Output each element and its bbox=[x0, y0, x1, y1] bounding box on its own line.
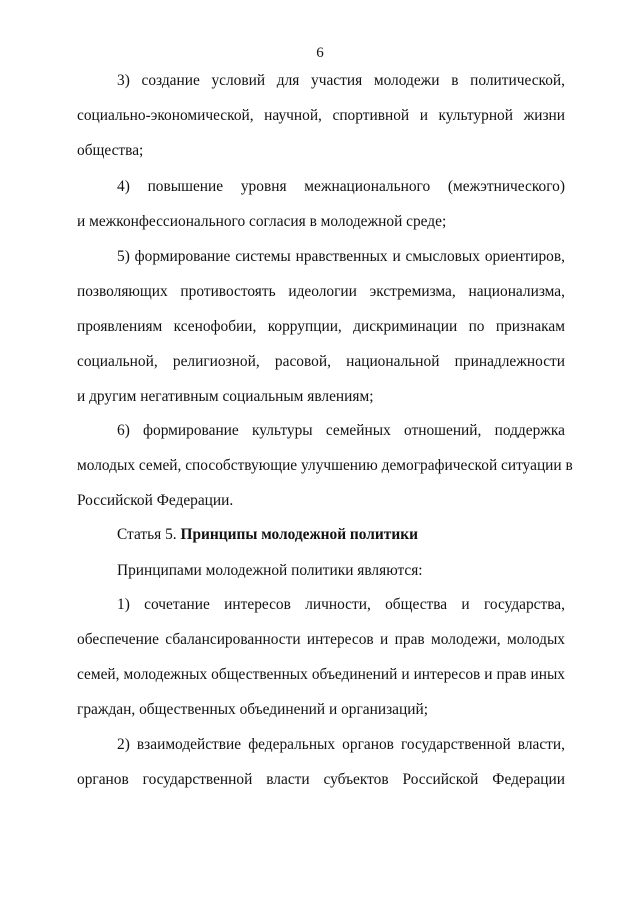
page-number: 6 bbox=[316, 45, 324, 61]
text-line: социальной, религиозной, расовой, национальной принадлежности bbox=[77, 353, 565, 370]
text-line: молодых семей, способствующие улучшению демографической ситуации в bbox=[77, 457, 573, 474]
text-line: 3) создание условий для участия молодежи в политической, bbox=[117, 72, 565, 89]
text-line: 5) формирование системы нравственных и смысловых ориентиров, bbox=[117, 248, 565, 265]
text-line: и межконфессионального согласия в молодежной среде; bbox=[77, 213, 447, 230]
text-line: Принципами молодежной политики являются: bbox=[117, 562, 423, 579]
text-line: обеспечение сбалансированности интересов и прав молодежи, молодых bbox=[77, 631, 565, 648]
article-title: Принципы молодежной политики bbox=[180, 526, 418, 543]
text-line: общества; bbox=[77, 142, 144, 159]
text-line: позволяющих противостоять идеологии экстремизма, национализма, bbox=[77, 283, 565, 300]
text-line: проявлениям ксенофобии, коррупции, дискриминации по признакам bbox=[77, 318, 565, 335]
text-line: Российской Федерации. bbox=[77, 492, 234, 509]
text-line: граждан, общественных объединений и организаций; bbox=[77, 701, 428, 718]
text-line: 1) сочетание интересов личности, общества и государства, bbox=[117, 596, 565, 613]
text-line: семей, молодежных общественных объединений и интересов и прав иных bbox=[77, 666, 565, 683]
text-line: социально-экономической, научной, спортивной и культурной жизни bbox=[77, 107, 565, 124]
article-number: Статья 5. bbox=[117, 526, 177, 543]
text-line: 4) повышение уровня межнационального (межэтнического) bbox=[117, 178, 565, 195]
text-line: и другим негативным социальным явлениям; bbox=[77, 388, 374, 405]
text-line: 6) формирование культуры семейных отношений, поддержка bbox=[117, 422, 565, 439]
article-heading bbox=[117, 525, 565, 545]
text-line: 2) взаимодействие федеральных органов государственной власти, bbox=[117, 736, 565, 753]
text-line: органов государственной власти субъектов Российской Федерации bbox=[77, 771, 565, 788]
